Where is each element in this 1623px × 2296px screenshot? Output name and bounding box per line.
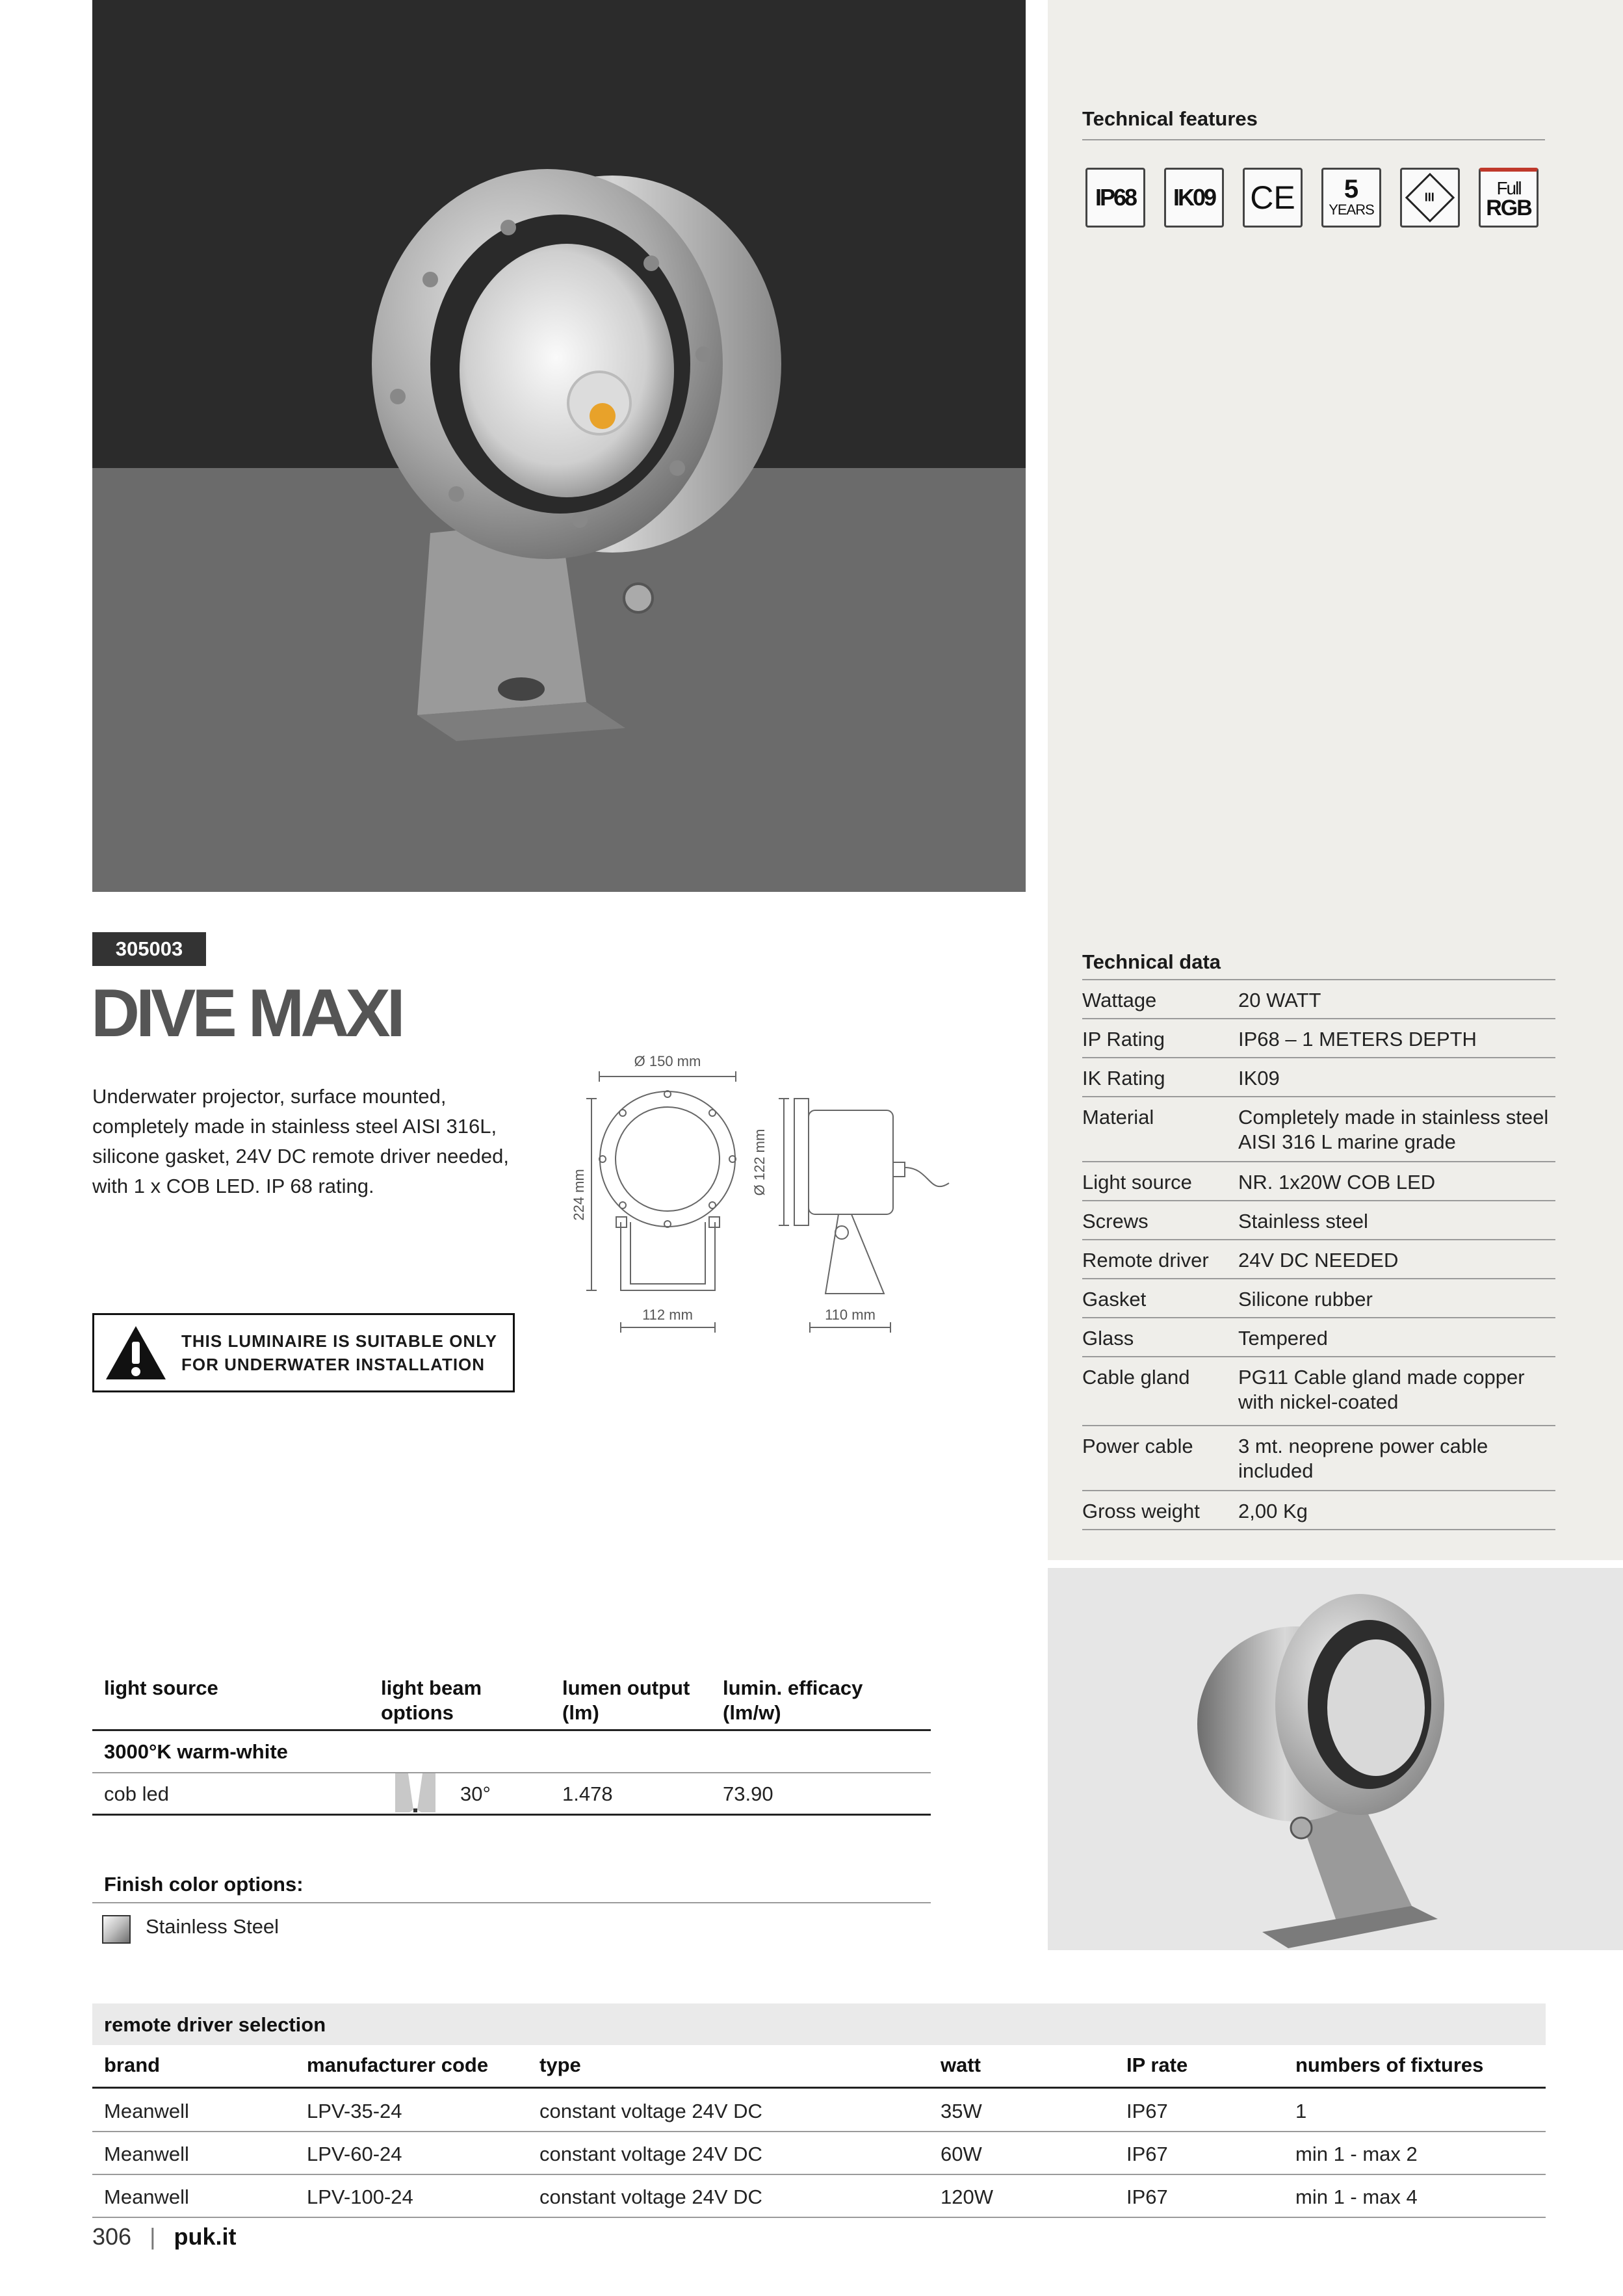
- tech-row-gasket: Gasket Silicone rubber: [1082, 1279, 1555, 1318]
- tech-row-screws: Screws Stainless steel: [1082, 1201, 1555, 1240]
- secondary-product-photo: [1048, 1568, 1623, 1950]
- light-table-bottom-rule: [92, 1814, 931, 1816]
- light-table-header-efficacy: lumin. efficacy (lm/w): [723, 1676, 863, 1724]
- full-rgb-icon: Full RGB: [1479, 168, 1539, 228]
- tech-row-glass: Glass Tempered: [1082, 1318, 1555, 1357]
- light-table-header-source: light source: [104, 1676, 218, 1699]
- footer-site-link[interactable]: puk.it: [174, 2223, 237, 2250]
- product-code-badge: 305003: [92, 932, 206, 966]
- warning-box: [92, 1313, 515, 1392]
- driver-header-type: type: [539, 2054, 581, 2076]
- technical-drawing: [565, 1047, 968, 1352]
- technical-features-rule: [1082, 139, 1545, 140]
- projector-illustration: [92, 0, 1026, 892]
- driver-table-bottom-rule: [92, 2217, 1546, 2218]
- driver-header-watt: watt: [941, 2054, 981, 2076]
- footer-separator: |: [149, 2223, 156, 2250]
- page-number: 306: [92, 2223, 132, 2250]
- light-table-header-beam: light beam options: [381, 1676, 482, 1724]
- beam-angle-icon: [395, 1773, 435, 1812]
- ce-icon: CE: [1243, 168, 1303, 228]
- technical-data-title: Technical data: [1082, 950, 1221, 973]
- dim-height: 224 mm: [571, 1169, 587, 1221]
- tech-row-cable-gland: Cable gland PG11 Cable gland made copper with nickel-coated: [1082, 1357, 1555, 1426]
- driver-row-rule: [92, 2131, 1546, 2132]
- tech-row-material: Material Completely made in stainless steel AISI 316 L marine grade: [1082, 1097, 1555, 1162]
- warning-icon: [103, 1324, 168, 1382]
- tech-row-light-source: Light source NR. 1x20W COB LED: [1082, 1162, 1555, 1201]
- warranty-icon: 5 YEARS: [1321, 168, 1381, 228]
- page-footer: [92, 2223, 236, 2250]
- light-table-header-rule: [92, 1729, 931, 1731]
- light-table-header-lumen: lumen output (lm): [562, 1676, 690, 1724]
- light-table-lumen: 1.478: [562, 1782, 613, 1805]
- finish-rule: [92, 1902, 931, 1903]
- driver-header-rule: [92, 2087, 1546, 2089]
- driver-table-title: remote driver selection: [104, 2013, 326, 2036]
- technical-features-title: Technical features: [1082, 107, 1258, 130]
- product-description: Underwater projector, surface mounted, completely made in stainless steel AISI 316L, silicone gasket, 24V DC remote driver needed, with 1 x COB LED. IP 68 rating.: [92, 1085, 509, 1197]
- dim-front-diameter: Ø 150 mm: [634, 1053, 701, 1069]
- class-iii-icon: III: [1400, 168, 1460, 228]
- finish-option-label: Stainless Steel: [146, 1915, 279, 1938]
- tech-row-gross-weight: Gross weight 2,00 Kg: [1082, 1491, 1555, 1530]
- ik09-icon: IK09: [1164, 168, 1224, 228]
- light-table-group-rule: [92, 1772, 931, 1773]
- dim-base-width: 112 mm: [642, 1307, 693, 1323]
- tech-row-remote-driver: Remote driver 24V DC NEEDED: [1082, 1240, 1555, 1279]
- light-table-group: 3000°K warm-white: [104, 1740, 288, 1763]
- driver-header-fixtures: numbers of fixtures: [1295, 2054, 1484, 2076]
- tech-row-wattage: Wattage 20 WATT: [1082, 980, 1555, 1019]
- tech-row-ip-rating: IP Rating IP68 – 1 METERS DEPTH: [1082, 1019, 1555, 1058]
- finish-title: Finish color options:: [104, 1873, 304, 1896]
- dim-side-depth: 110 mm: [825, 1307, 876, 1323]
- warning-text: THIS LUMINAIRE IS SUITABLE ONLY FOR UNDERWATER INSTALLATION: [181, 1331, 498, 1374]
- projector-side-illustration: [1048, 1568, 1623, 1950]
- light-table-source: cob led: [104, 1782, 169, 1805]
- hero-product-photo: [92, 0, 1026, 892]
- finish-swatch-stainless[interactable]: [102, 1915, 131, 1944]
- light-table-beam: 30°: [460, 1782, 491, 1805]
- driver-header-brand: brand: [104, 2054, 161, 2076]
- tech-row-ik-rating: IK Rating IK09: [1082, 1058, 1555, 1097]
- driver-header-code: manufacturer code: [307, 2054, 489, 2076]
- dim-side-diameter: Ø 122 mm: [751, 1128, 768, 1196]
- product-title: DIVE MAXI: [91, 976, 402, 1051]
- light-table-efficacy: 73.90: [723, 1782, 773, 1805]
- driver-row-rule: [92, 2174, 1546, 2175]
- ip68-icon: IP68: [1085, 168, 1145, 228]
- tech-row-power-cable: Power cable 3 mt. neoprene power cable included: [1082, 1426, 1555, 1491]
- driver-header-ip: IP rate: [1126, 2054, 1188, 2076]
